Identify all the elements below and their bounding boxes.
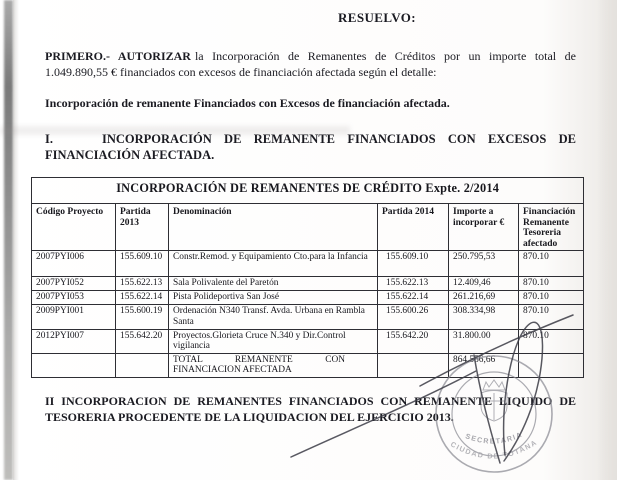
table-row (32, 329, 584, 353)
cell-partida-2013: 155.609.10 (116, 251, 169, 277)
cell-partida-2013: 155.622.14 (116, 291, 169, 305)
cell-codigo: 2007PYI052 (32, 277, 116, 291)
cell-denominacion: Constr.Remod. y Equipamiento Cto.para la Infancia (169, 251, 378, 277)
table-total-row (32, 353, 584, 377)
cell-denominacion: Pista Polideportiva San José (169, 291, 378, 305)
col-header-codigo-proyecto: Código Proyecto (32, 204, 116, 251)
primero-line1-rest: la Incorporación de Remanentes de Créditos por un importe total de (194, 49, 576, 63)
section-1-line2: FINANCIACIÓN AFECTADA. (45, 148, 215, 162)
col-header-partida-2014: Partida 2014 (378, 204, 449, 251)
cell-codigo: 2007PYI006 (32, 251, 116, 277)
section-2-line2: TESORERIA PROCEDENTE DE LA LIQUIDACION DEL EJERCICIO 2013. (45, 410, 454, 424)
cell-empty (32, 353, 116, 377)
remanentes-credito-table (31, 177, 584, 378)
cell-denominacion: Ordenación N340 Transf. Avda. Urbana en Rambla Santa (169, 305, 378, 329)
col-header-denominacion: Denominación (169, 204, 378, 251)
table-header-row (32, 204, 584, 251)
cell-codigo: 2012PYI007 (32, 329, 116, 353)
cell-financiacion: 870.10 (519, 291, 584, 305)
stamp-bottom-label: CIUDAD DE TOTANA (448, 437, 540, 461)
scan-right-shade (597, 0, 617, 480)
subtitle-incorporacion: Incorporación de remanente Financiados con Excesos de financiación afectada. (45, 96, 450, 110)
scan-edge-fade (13, 0, 19, 480)
table-row (32, 291, 584, 305)
table-row (32, 305, 584, 329)
stamp-arc-label: SECRETARIA (464, 429, 524, 446)
stamp-secretaria-text (464, 430, 524, 446)
cell-financiacion: 870.10 (519, 329, 584, 353)
col-header-importe: Importe a incorporar € (449, 204, 519, 251)
cell-partida-2013: 155.642.20 (116, 329, 169, 353)
primero-lead: PRIMERO.- AUTORIZAR (45, 49, 191, 63)
col-header-financiacion: Financiación Remanente Tesoreria afectado (519, 204, 584, 251)
cell-partida-2014: 155.609.10 (378, 251, 449, 277)
cell-financiacion: 870.10 (519, 251, 584, 277)
scan-edge-shadow (4, 0, 13, 480)
cell-importe: 12.409,46 (449, 277, 519, 291)
primero-paragraph (45, 49, 576, 80)
cell-total-importe: 864.556,66 (449, 353, 519, 377)
cell-partida-2014: 155.622.13 (378, 277, 449, 291)
cell-codigo: 2007PYI053 (32, 291, 116, 305)
total-label-line1: TOTAL REMANENTE CON (173, 354, 345, 365)
resuelvo-heading: RESUELVO: (338, 10, 416, 25)
cell-partida-2014: 155.622.14 (378, 291, 449, 305)
section-2-line1: II INCORPORACION DE REMANENTES FINANCIADOS CON REMANENTE LIQUIDO DE (45, 394, 576, 408)
table-title: INCORPORACIÓN DE REMANENTES DE CRÉDITO Expte. 2/2014 (32, 178, 584, 204)
cell-empty (519, 353, 584, 377)
cell-partida-2014: 155.642.20 (378, 329, 449, 353)
cell-partida-2013: 155.622.13 (116, 277, 169, 291)
cell-financiacion: 870.10 (519, 277, 584, 291)
cell-importe: 261.216,69 (449, 291, 519, 305)
primero-line2: 1.049.890,55 € financiados con excesos de financiación afectada según el detalle: (45, 64, 437, 79)
cell-empty (116, 353, 169, 377)
section-1-line1: INCORPORACIÓN DE REMANENTE FINANCIADOS CON EXCESOS DE (102, 132, 576, 146)
total-label-line2: FINANCIACION AFECTADA (173, 365, 292, 376)
cell-importe: 250.795,53 (449, 251, 519, 277)
stamp-ciudad-text (449, 437, 539, 460)
cell-codigo: 2009PYI001 (32, 305, 116, 329)
col-header-partida-2013: Partida 2013 (116, 204, 169, 251)
cell-importe: 31.800.00 (449, 329, 519, 353)
table-row (32, 277, 584, 291)
cell-partida-2013: 155.600.19 (116, 305, 169, 329)
cell-total-label (169, 353, 378, 377)
section-2-heading (45, 393, 576, 425)
primero-line1 (45, 49, 576, 65)
cell-denominacion: Sala Polivalente del Paretón (169, 277, 378, 291)
section-1-heading (45, 131, 576, 163)
table-row (32, 251, 584, 277)
cell-partida-2014: 155.600.26 (378, 305, 449, 329)
cell-financiacion: 870.10 (519, 305, 584, 329)
cell-denominacion: Proyectos.Glorieta Cruce N.340 y Dir.Control vigilancia (169, 329, 378, 353)
cell-importe: 308.334,98 (449, 305, 519, 329)
section-1-number: I. (45, 132, 53, 146)
cell-empty (378, 353, 449, 377)
